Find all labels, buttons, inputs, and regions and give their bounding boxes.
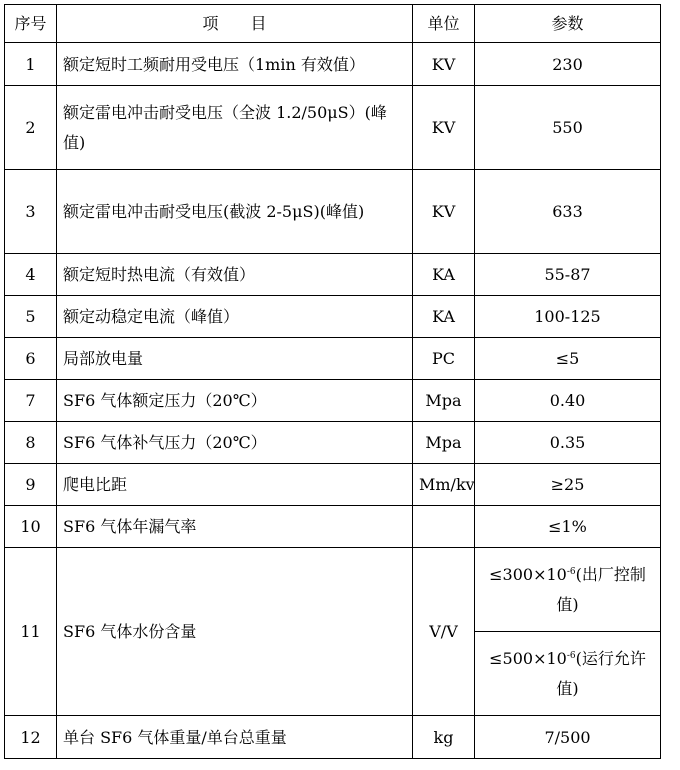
table-row: [5, 548, 661, 632]
value-text: ≤300×10: [489, 564, 567, 584]
row-value: 0.35: [475, 422, 661, 464]
row-no: 10: [5, 506, 57, 548]
header-item: 项 目: [57, 5, 413, 43]
table-row: [5, 464, 661, 506]
value-note: (运行允许值): [556, 648, 646, 698]
table-row: [5, 296, 661, 338]
row-unit: [413, 506, 475, 548]
row-value: ≤5: [475, 338, 661, 380]
row-unit: KV: [413, 170, 475, 254]
row-item: 额定雷电冲击耐受电压(截波 2-5μS)(峰值): [57, 170, 413, 254]
row-item: 额定短时工频耐用受电压（1min 有效值）: [57, 43, 413, 86]
row-unit: Mpa: [413, 380, 475, 422]
row-value: 230: [475, 43, 661, 86]
row-item: SF6 气体年漏气率: [57, 506, 413, 548]
row-value: 100-125: [475, 296, 661, 338]
row-value: 0.40: [475, 380, 661, 422]
row-no: 4: [5, 254, 57, 296]
row-value: 7/500: [475, 716, 661, 759]
row-unit: V/V: [413, 548, 475, 716]
row-unit: KV: [413, 43, 475, 86]
row-no: 7: [5, 380, 57, 422]
row-item: SF6 气体水份含量: [57, 548, 413, 716]
header-unit: 单位: [413, 5, 475, 43]
row-item: 单台 SF6 气体重量/单台总重量: [57, 716, 413, 759]
table-row: [5, 43, 661, 86]
table-row: [5, 86, 661, 170]
row-unit: kg: [413, 716, 475, 759]
table-row: [5, 254, 661, 296]
table-row: [5, 380, 661, 422]
row-value: 633: [475, 170, 661, 254]
table-row: [5, 716, 661, 759]
row-item: 额定动稳定电流（峰值）: [57, 296, 413, 338]
row-value: ≥25: [475, 464, 661, 506]
header-no: 序号: [5, 5, 57, 43]
row-item: 局部放电量: [57, 338, 413, 380]
row-no: 1: [5, 43, 57, 86]
row-value: 55-87: [475, 254, 661, 296]
table-row: [5, 338, 661, 380]
row-unit: KA: [413, 254, 475, 296]
row-unit: Mpa: [413, 422, 475, 464]
value-exponent: -6: [566, 566, 576, 577]
row-item: 额定雷电冲击耐受电压（全波 1.2/50μS）(峰值): [57, 86, 413, 170]
row-no: 8: [5, 422, 57, 464]
row-item: 爬电比距: [57, 464, 413, 506]
row-no: 6: [5, 338, 57, 380]
table-row: [5, 422, 661, 464]
value-note: (出厂控制值): [556, 564, 646, 614]
row-unit: KA: [413, 296, 475, 338]
row-unit: Mm/kv: [413, 464, 475, 506]
row-no: 12: [5, 716, 57, 759]
parameter-table: [4, 4, 661, 759]
value-exponent: -6: [566, 650, 576, 661]
row-no: 3: [5, 170, 57, 254]
header-value: 参数: [475, 5, 661, 43]
row-no: 5: [5, 296, 57, 338]
row-item: 额定短时热电流（有效值）: [57, 254, 413, 296]
row-unit: PC: [413, 338, 475, 380]
row-value-operating: [475, 632, 661, 716]
row-item: SF6 气体额定压力（20℃）: [57, 380, 413, 422]
value-text: ≤500×10: [489, 648, 567, 668]
row-value-factory: [475, 548, 661, 632]
row-no: 11: [5, 548, 57, 716]
table-row: [5, 506, 661, 548]
row-value: ≤1%: [475, 506, 661, 548]
row-value: 550: [475, 86, 661, 170]
row-item: SF6 气体补气压力（20℃）: [57, 422, 413, 464]
table-header-row: [5, 5, 661, 43]
row-no: 9: [5, 464, 57, 506]
row-no: 2: [5, 86, 57, 170]
table-row: [5, 170, 661, 254]
row-unit: KV: [413, 86, 475, 170]
